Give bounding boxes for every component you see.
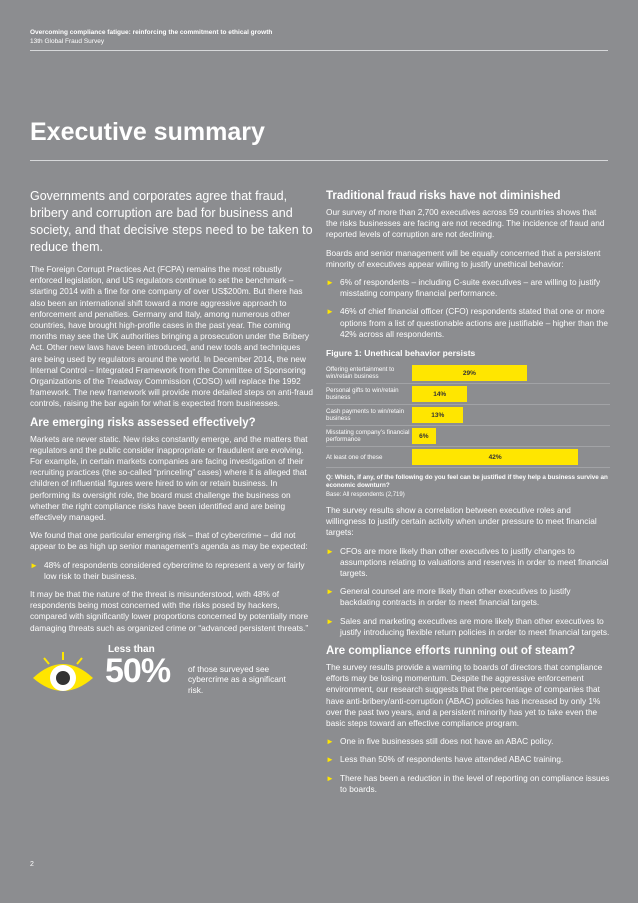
list-item: ► General counsel are more likely than other executives to justify backdating contracts in order to meet financial targets. bbox=[326, 586, 571, 608]
left-column bbox=[30, 188, 314, 700]
arrow-bullet-icon: ► bbox=[326, 616, 334, 626]
bar-category-label: Offering entertainment to win/retain business bbox=[326, 366, 395, 381]
body-paragraph: The survey results provide a warning to boards of directors that compliance efforts may be losing momentum. Despite the aggressive enforcement environment, our research suggests that the percentage of companies that have anti-bribery/anti-corruption (ABAC) policies has increased by only 1% over the past two years, and a persistent minority has yet to take even the basic steps toward an effective compliance program. bbox=[326, 662, 603, 729]
bar-row bbox=[326, 384, 610, 405]
body-paragraph: The survey results show a correlation between executive roles and willingness to justify certain activity when under pressure to meet financial targets: bbox=[326, 505, 597, 538]
bar-row bbox=[326, 363, 610, 384]
body-paragraph: The Foreign Corrupt Practices Act (FCPA) remains the most robustly enforced legislation, and US regulators continue to set the benchmark – starting 2014 with a fine for one company of over US$200m. But there has also been an international shift toward a more aggressive approach to enforcement and penalties. Germany and Italy, among numerous other countries, have brought high-profile cases in the past year. The coming months may see the UK authorities bringing a prosecution under the Bribery Act. Other new laws have been introduced, and new tools and techniques are being used by regulators around the world. In December 2014, the new Internal Control – Integrated Framework from the Committee of Sponsoring Organizations of the Treadway Commission (COSO) will replace the 1992 framework. The new framework will provide more detailed steps on anti-fraud controls, raising the bar again for what is expected from businesses. bbox=[30, 264, 313, 409]
arrow-bullet-icon: ► bbox=[326, 773, 334, 783]
list-item: ► Sales and marketing executives are more likely than other executives to justify introducing flexible return policies in order to meet financial targets. bbox=[326, 615, 610, 637]
bar-category-label: At least one of these bbox=[326, 453, 383, 461]
lead-paragraph: Governments and corporates agree that fraud, bribery and corruption are bad for business and society, and that decisive steps need to be taken to reduce them. bbox=[30, 189, 313, 254]
bar-category-label: Cash payments to win/retain business bbox=[326, 408, 405, 423]
section-heading: Traditional fraud risks have not diminished bbox=[326, 190, 561, 202]
bullet-list bbox=[326, 736, 610, 795]
arrow-bullet-icon: ► bbox=[30, 560, 38, 570]
bullet-list bbox=[326, 546, 610, 638]
bar-category-label: Personal gifts to win/retain business bbox=[326, 387, 399, 402]
bullet-list bbox=[30, 560, 314, 582]
arrow-bullet-icon: ► bbox=[326, 755, 334, 765]
bar-chart bbox=[326, 363, 610, 468]
bar-row bbox=[326, 447, 610, 468]
arrow-bullet-icon: ► bbox=[326, 737, 334, 747]
bar-value-label: 13% bbox=[431, 411, 445, 419]
bar-value-label: 29% bbox=[462, 369, 476, 377]
bar bbox=[412, 428, 436, 444]
page-number: 2 bbox=[30, 861, 34, 868]
arrow-bullet-icon: ► bbox=[326, 307, 334, 317]
bullet-list bbox=[326, 277, 610, 340]
list-item: ► 6% of respondents – including C-suite executives – are willing to justify misstating company financial performance. bbox=[326, 277, 601, 299]
stat-number: 50% bbox=[105, 651, 171, 690]
list-item: ► CFOs are more likely than other executives to justify changes to assumptions relating to valuations and reserves in order to meet financial targets. bbox=[326, 545, 609, 579]
body-paragraph: Markets are never static. New risks constantly emerge, and the matters that regulators and the public consider inappropriate or fraudulent are evolving. For example, in certain markets companies are facing investigation of their recruiting practices (the so-called “princeling” cases) where it is alleged that children of influential figures were hired to win or retain business. In performing its oversight role, the board must challenge the business on whether the right compliance risks have been identified and are being effectively managed. bbox=[30, 433, 308, 523]
arrow-bullet-icon: ► bbox=[326, 278, 334, 288]
figure-base: Base: All respondents (2,719) bbox=[326, 492, 405, 499]
bar bbox=[412, 386, 467, 402]
list-item: ► There has been a reduction in the level of reporting on compliance issues to boards. bbox=[326, 772, 610, 794]
body-paragraph: It may be that the nature of the threat is misunderstood, with 48% of respondents being most concerned with the risks posed by hackers, compared with significantly lower proportions concerned by potentially more damaging threats such as organized crime or “advanced persistent threats.” bbox=[30, 589, 309, 633]
bar-row bbox=[326, 405, 610, 426]
page-title: Executive summary bbox=[30, 118, 265, 146]
bar-value-label: 42% bbox=[488, 453, 502, 461]
bar-category-label: Misstating company’s financial performance bbox=[326, 429, 410, 444]
right-column bbox=[326, 188, 610, 802]
section-heading: Are emerging risks assessed effectively? bbox=[30, 416, 256, 429]
bar bbox=[412, 407, 463, 423]
bar bbox=[412, 365, 527, 381]
header-rule bbox=[30, 50, 608, 51]
figure-question: Q: Which, if any, of the following do you feel can be justified if they help a business survive an economic downturn? bbox=[326, 474, 608, 490]
body-paragraph: Our survey of more than 2,700 executives across 59 countries shows that the risks businesses are facing are not receding. The incidence of fraud and reported levels of corruption are not declining. bbox=[326, 207, 605, 240]
bar-value-label: 14% bbox=[433, 390, 447, 398]
bar-row bbox=[326, 426, 610, 447]
arrow-bullet-icon: ► bbox=[326, 546, 334, 556]
stat-callout bbox=[30, 642, 314, 700]
list-item: ► 48% of respondents considered cybercrime to represent a very or fairly low risk to their business. bbox=[30, 559, 305, 581]
arrow-bullet-icon: ► bbox=[326, 587, 334, 597]
body-paragraph: Boards and senior management will be equally concerned that a persistent minority of executives appear willing to justify unethical behavior: bbox=[326, 247, 601, 269]
list-item: ► Less than 50% of respondents have attended ABAC training. bbox=[326, 754, 564, 765]
bar bbox=[412, 449, 578, 465]
list-item: ► 46% of chief financial officer (CFO) respondents stated that one or more options from a list of questionable actions are justifiable – higher than the 42% across all respondents. bbox=[326, 306, 608, 339]
header-title: Overcoming compliance fatigue: reinforcing the commitment to ethical growth bbox=[30, 29, 273, 36]
figure-title: Figure 1: Unethical behavior persists bbox=[326, 348, 476, 359]
running-header bbox=[30, 28, 272, 46]
stat-prefix: Less than bbox=[108, 643, 155, 655]
section-heading: Are compliance efforts running out of steam? bbox=[326, 645, 576, 658]
bar-value-label: 6% bbox=[419, 432, 429, 440]
stat-description: of those surveyed see cybercrime as a significant risk. bbox=[188, 663, 286, 695]
eye-icon bbox=[30, 648, 96, 700]
body-paragraph: We found that one particular emerging risk – that of cybercrime – did not appear to be as high up senior management’s agenda as may be expected: bbox=[30, 530, 308, 552]
title-rule bbox=[30, 160, 608, 161]
list-item: ► One in five businesses still does not have an ABAC policy. bbox=[326, 736, 554, 747]
header-subtitle: 13th Global Fraud Survey bbox=[30, 38, 105, 45]
